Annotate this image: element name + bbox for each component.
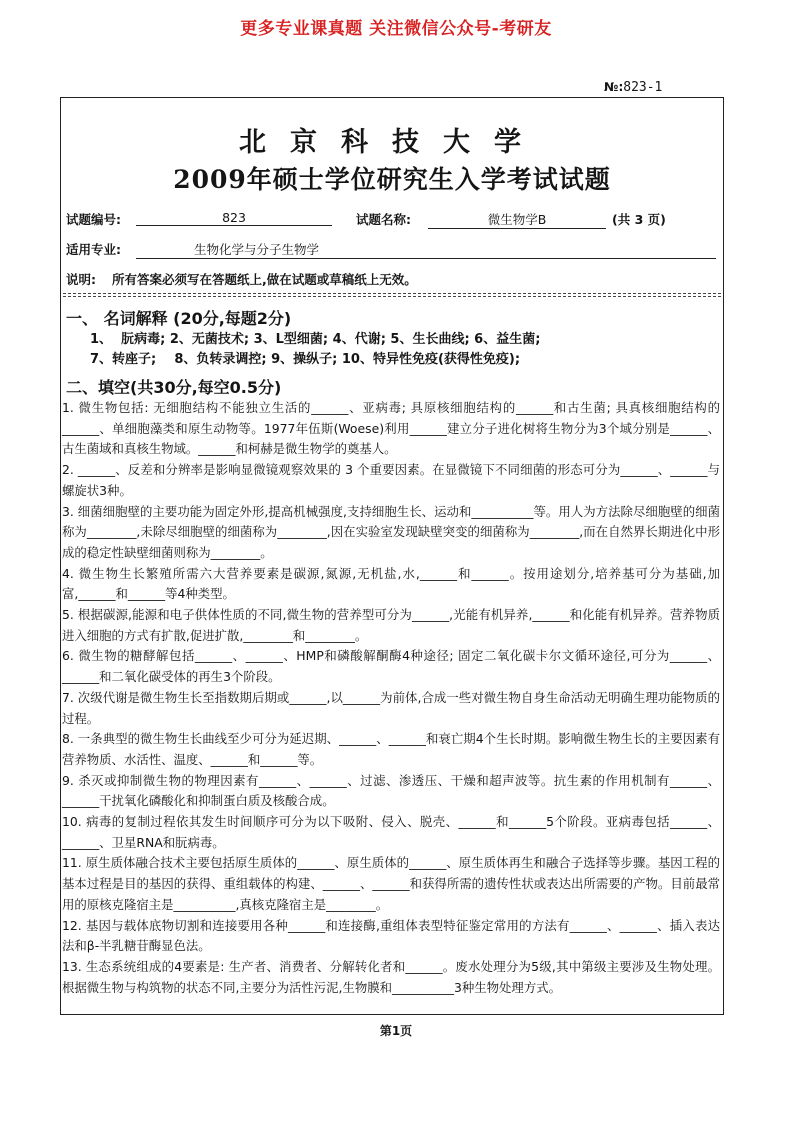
question-9: 9. 杀灭或抑制微生物的物理因素有______、______、过滤、渗透压、干燥和超声波等。抗生素的作用机制有______、______干扰氧化磷酸化和抑制蛋白质及核酸合成。 xyxy=(62,772,720,809)
serial-value: 823-1 xyxy=(623,80,663,95)
question-3: 3. 细菌细胞壁的主要功能为固定外形,提高机械强度,支持细胞生长、运动和__________等。用人为方法除尽细胞壁的细菌称为________,未除尽细胞壁的细菌称为________,因在实验室发现缺壁突变的细菌称为________,而在自然界长期进化中形成的稳定性缺壁细菌则称为________。 xyxy=(62,503,720,560)
serial-number xyxy=(604,80,662,95)
section2-heading: 二、填空(共30分,每空0.5分) xyxy=(66,378,282,397)
page-count: (共 3 页) xyxy=(612,212,666,227)
fill-in-questions xyxy=(62,398,720,998)
note-text: 所有答案必须写在答题纸上,做在试题或草稿纸上无效。 xyxy=(112,272,417,287)
exam-title: 2009年硕士学位研究生入学考试试题 xyxy=(173,165,611,194)
exam-name-value: 微生物学B xyxy=(428,210,606,229)
major-label: 适用专业: xyxy=(66,242,121,257)
question-12: 12. 基因与载体底物切割和连接要用各种______和连接酶,重组体表型特征鉴定常用的方法有______、______、插入表达法和β-半乳糖苷酶显色法。 xyxy=(62,917,720,954)
question-6: 6. 微生物的糖酵解包括______、______、HMP和磷酸解酮酶4种途径; 固定二氧化碳卡尔文循环途径,可分为______、______和二氧化碳受体的再生3个阶段。 xyxy=(62,648,720,685)
page-number: 第1页 xyxy=(379,1024,413,1038)
question-2: 2. ______、反差和分辨率是影响显微镜观察效果的 3 个重要因素。在显微镜下不同细菌的形态可分为______、______与螺旋状3种。 xyxy=(62,462,720,498)
university-title: 北京科技大学 xyxy=(239,127,545,158)
exam-code-label: 试题编号: xyxy=(66,212,121,227)
question-10: 10. 病毒的复制过程依其发生时间顺序可分为以下吸附、侵入、脱壳、______和______5个阶段。亚病毒包括______、______、卫星RNA和朊病毒。 xyxy=(62,814,720,850)
dashed-separator xyxy=(63,293,721,294)
question-4: 4. 微生物生长繁殖所需六大营养要素是碳源,氮源,无机盐,水,______和______。按用途划分,培养基可分为基础,加富,______和______等4种类型。 xyxy=(62,565,720,602)
question-8: 8. 一条典型的微生物生长曲线至少可分为延迟期、______、______和衰亡期4个生长时期。影响微生物生长的主要因素有营养物质、水活性、温度、______和______等。 xyxy=(62,731,720,767)
exam-name-label: 试题名称: xyxy=(356,212,411,227)
question-5: 5. 根据碳源,能源和电子供体性质的不同,微生物的营养型可分为______,光能有机异养,______和化能有机异养。营养物质进入细胞的方式有扩散,促进扩散,________和________。 xyxy=(62,607,720,643)
exam-code-value: 823 xyxy=(136,210,332,226)
dashed-separator xyxy=(63,296,721,297)
question-11: 11. 原生质体融合技术主要包括原生质体的______、原生质体的______、原生质体再生和融合子选择等步骤。基因工程的基本过程是目的基因的获得、重组载体的构建、______、______和获得所需的遗传性状或表达出所需要的产物。目前最常用的原核克隆宿主是__________,真核克隆宿主是________。 xyxy=(62,855,720,912)
terms-line-1: 1、 朊病毒; 2、无菌技术; 3、L型细菌; 4、代谢; 5、生长曲线; 6、益生菌; xyxy=(90,332,541,347)
section1-heading: 一、 名词解释 (20分,每题2分) xyxy=(66,309,292,328)
promo-banner[interactable]: 更多专业课真题 关注微信公众号-考研友 xyxy=(240,19,552,39)
terms-line-2: 7、转座子; 8、负转录调控; 9、操纵子; 10、特异性免疫(获得性免疫); xyxy=(90,352,521,367)
question-1: 1. 微生物包括: 无细胞结构不能独立生活的______、亚病毒; 具原核细胞结构的______和古生菌; 具真核细胞结构的______、单细胞藻类和原生动物等。1977年伍斯(Woese)利用______建立分子进化树将生物分为3个域分别是______、古生菌域和真核生物域。______和柯赫是微生物学的奠基人。 xyxy=(62,400,720,457)
question-7: 7. 次级代谢是微生物生长至指数期后期或______,以______为前体,合成一些对微生物自身生命活动无明确生理功能物质的过程。 xyxy=(62,689,720,726)
question-13: 13. 生态系统组成的4要素是: 生产者、消费者、分解转化者和______。废水处理分为5级,其中第级主要涉及生物处理。根据微生物与构筑物的状态不同,主要分为活性污泥,生物膜和__________3种生物处理方式。 xyxy=(62,958,720,995)
serial-label: №: xyxy=(604,80,624,94)
note-label: 说明: xyxy=(66,272,96,287)
major-value: 生物化学与分子生物学 xyxy=(136,240,716,259)
